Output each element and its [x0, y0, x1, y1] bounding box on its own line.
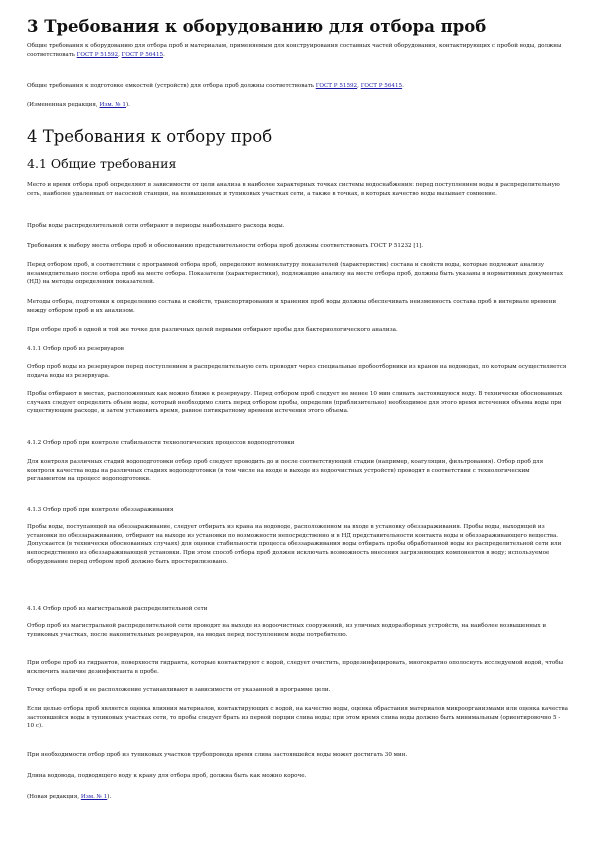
amendment-1-link-2[interactable]: Изм. № 1 — [80, 794, 108, 800]
gost-56415-link-2[interactable]: ГОСТ Р 56415 — [360, 83, 403, 89]
sec3-paragraph-1: Общие требования к оборудованию для отбора проб и материалам, применяемым для конструирования составных частей оборудования, контактирующих с пробой воды, должны соответствовать ГОСТ Р 51592, ГОСТ Р 56415. — [27, 43, 562, 58]
sec413-paragraph: Пробы воды, поступающей на обеззараживание, следует отбирать из крана на водоводе, расположенном на входе в установку обеззараживания. Пробы воды, выходящей из установки по обеззараживанию, отбирают на выходе из установки по возможности непосредственно и в НД представительности контакта воды и обеззараживающего вещества. Допускается (в технически обоснованных случаях) для оценки стабильности процесса обеззараживания воды отбирать пробы обработанной воды из распределительной сети или непосредственно из обеззараживающей установки. При этом способ отбора проб должен исключать возможность внесения загрязняющих компонентов в воду; используемое оборудование перед отбором проб должно быть простерилизовано. — [27, 524, 562, 565]
sec41-paragraph-5: Методы отбора, подготовки к определению состава и свойств, транспортирования и хранения проб воды должны обеспечивать неизменность состава проб в интервале времени между отбором проб и их анализом. — [27, 299, 557, 314]
sec411-heading: 4.1.1 Отбор проб из резервуаров — [27, 346, 124, 352]
sec414-paragraph-2: При отборе проб из гидрантов, поверхности гидранта, которые контактируют с водой, следует очистить, продезинфицировать, многократно ополоснуть исследуемой водой, чтобы исключить наличие дезинфектанта в пробе. — [27, 660, 564, 675]
sec414-paragraph-3: Точку отбора проб и ее расположение устанавливают в зависимости от указанной в программе цели. — [27, 687, 331, 693]
sec412-heading: 4.1.2 Отбор проб при контроле стабильности технологических процессов водоподготовки — [27, 440, 295, 446]
sec414-paragraph-5: При необходимости отбор проб из тупиковых участков трубопровода время слива застоявшейся воды может достигать 30 мин. — [27, 752, 408, 758]
amendment-1-link[interactable]: Изм. № 1 — [99, 102, 126, 108]
sec41-paragraph-4: Перед отбором проб, в соответствии с программой отбора проб, определяют номенклатуру показателей (характеристик) состава и свойств воды, которые подлежат анализу незамедлительно после отбора проб на месте отбора. Показатели (характеристики), подлежащие анализу на месте отбора проб, должны быть указаны в нормативных документах (НД) на методы определения показателей. — [27, 262, 564, 286]
section-3-heading: 3 Требования к оборудованию для отбора проб — [27, 17, 487, 36]
sec41-paragraph-2: Пробы воды распределительной сети отбирают в периоды наибольшего расхода воды. — [27, 223, 285, 229]
gost-51592-link[interactable]: ГОСТ Р 51592 — [76, 51, 119, 58]
sec412-paragraph: Для контроля различных стадий водоподготовки отбор проб следует проводить до и после соответствующей стадии (например, коагуляции, фильтрования). Отбор проб для контроля качества воды на различных стадиях водоподготовки (в том числе на входе и выходе из водоочистных устройств) проводят в соответствии с технологическим регламентом на процесс водоподготовки. — [27, 459, 544, 483]
sec41-paragraph-1: Место и время отбора проб определяют в зависимости от цели анализа в наиболее характерных точках системы водоснабжения: перед поступлением воды в распределительную сеть, наиболее удаленных от насосной станции, на возвышенных и тупиковых участках сети, а также в точках, в которых качество воды вызывает сомнение. — [27, 182, 560, 197]
sec414-paragraph-6: Длина водовода, подводящего воду к крану для отбора проб, должна быть как можно короче. — [27, 773, 307, 779]
gost-56415-link[interactable]: ГОСТ Р 56415 — [121, 51, 164, 58]
section-4-1-heading: 4.1 Общие требования — [27, 156, 177, 171]
sec413-heading: 4.1.3 Отбор проб при контроле обеззараживания — [27, 507, 174, 513]
sec411-paragraph-1: Отбор проб воды из резервуаров перед поступлением в распределительную сеть проводят через специальные пробоотборники из кранов на водоводах, по которым осуществляется подача воды из резервуара. — [27, 364, 567, 379]
sec41-paragraph-3: Требования к выбору места отбора проб и обоснованию представительности отбора проб должны соответствовать ГОСТ Р 51232 [1]. — [27, 243, 424, 249]
sec414-paragraph-4: Если целью отбора проб является оценка влияния материалов, контактирующих с водой, на качество воды, оценка обрастания материалов микроорганизмами или оценка качества застоявшейся воды в тупиковых участках сети, то пробы следует брать из первой порции слива воды; при этом время слива воды должно быть минимальным (ориентировочно 5 - 10 с). — [27, 706, 569, 730]
sec414-heading: 4.1.4 Отбор проб из магистральной распределительной сети — [27, 606, 208, 612]
sec3-amendment-note: (Измененная редакция, Изм. № 1). — [27, 102, 130, 108]
section-4-heading: 4 Требования к отбору проб — [27, 127, 273, 146]
sec414-paragraph-1: Отбор проб из магистральной распределительной сети проводят на выходе из водоочистных сооружений, из уличных водоразборных устройств, на наиболее возвышенных и тупиковых участках, после накопительных резервуаров, на вводах перед поступлением воды потребителю. — [27, 623, 547, 638]
sec3-paragraph-2: Общие требования к подготовке емкостей (устройств) для отбора проб должны соответствовать ГОСТ Р 51592, ГОСТ Р 56415. — [27, 83, 404, 89]
gost-51592-link-2[interactable]: ГОСТ Р 51592 — [315, 83, 358, 89]
sec4-amendment-note: (Новая редакция, Изм. № 1). — [27, 794, 112, 800]
sec41-paragraph-6: При отборе проб в одной и той же точке для различных целей первыми отбирают пробы для бактериологического анализа. — [27, 327, 398, 333]
sec411-paragraph-2: Пробы отбирают в местах, расположенных как можно ближе к резервуару. Перед отбором проб следует не менее 10 мин сливать застоявшуюся воду. В технически обоснованных случаях следует определить объем воды, который необходимо слить перед отбором пробы, определив (приблизительно) необходимое для этого время истечения объема воды при существующем расходе, и затем установить время, равное пятикратному времени истечения этого объема. — [27, 391, 563, 415]
